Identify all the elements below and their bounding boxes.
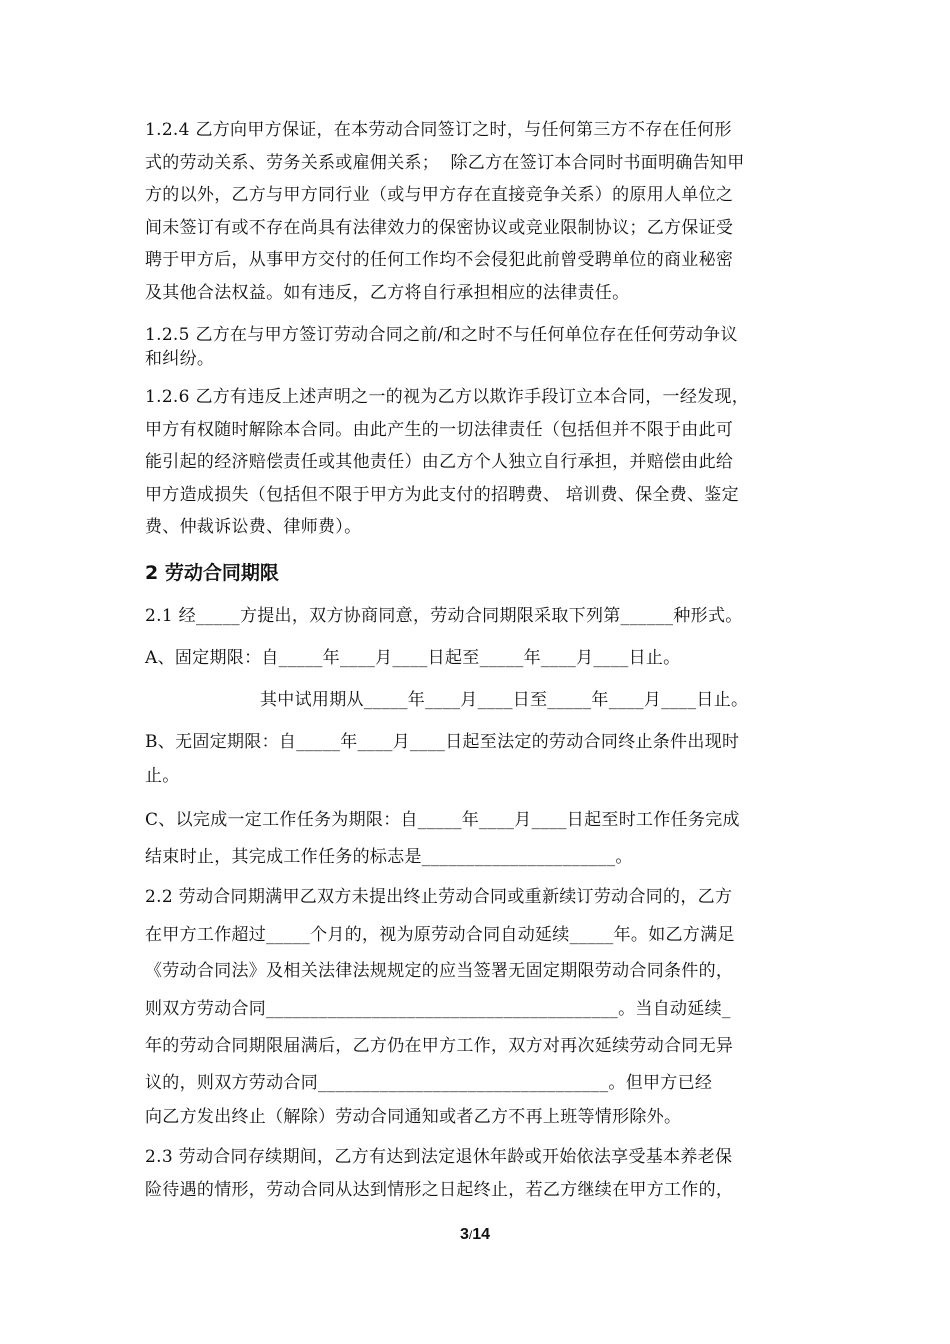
text-line: 向乙方发出终止（解除）劳动合同通知或者乙方不再上班等情形除外。	[145, 1107, 682, 1127]
text-line: 1.2.4 乙方向甲方保证，在本劳动合同签订之时，与任何第三方不存在任何形	[145, 120, 732, 140]
text-line: 1.2.6 乙方有违反上述声明之一的视为乙方以欺诈手段订立本合同，一经发现，	[145, 387, 750, 407]
page-current: 3	[459, 1226, 469, 1243]
page-number	[0, 1226, 950, 1244]
text-line: 《劳动合同法》及相关法律法规规定的应当签署无固定期限劳动合同条件的，	[145, 961, 734, 981]
text-line: 聘于甲方后，从事甲方交付的任何工作均不会侵犯此前曾受聘单位的商业秘密	[145, 250, 734, 270]
text-line: 2.3 劳动合同存续期间，乙方有达到法定退休年龄或开始依法享受基本养老保	[145, 1147, 733, 1167]
text-line: 2.1 经_____方提出，双方协商同意，劳动合同期限采取下列第______种形式。	[145, 606, 743, 626]
page-total: 14	[472, 1226, 491, 1243]
text-line: 式的劳动关系、劳务关系或雇佣关系； 除乙方在签订本合同时书面明确告知甲	[145, 153, 745, 173]
text-line: C、以完成一定工作任务为期限：自_____年____月____日起至时工作任务完成	[145, 810, 740, 830]
text-line: 结束时止，其完成工作任务的标志是______________________。	[145, 847, 633, 867]
text-line: 止。	[145, 766, 180, 786]
text-line: 方的以外，乙方与甲方同行业（或与甲方存在直接竞争关系）的原用人单位之	[145, 185, 734, 205]
text-line: 间未签订有或不存在尚具有法律效力的保密协议或竞业限制协议；乙方保证受	[145, 218, 734, 238]
text-line: 议的，则双方劳动合同_________________________________。但甲方已经	[145, 1073, 713, 1093]
text-line: 及其他合法权益。如有违反，乙方将自行承担相应的法律责任。	[145, 283, 630, 303]
text-line: 其中试用期从_____年____月____日至_____年____月____日止。	[260, 690, 749, 710]
text-line: 年的劳动合同期限届满后，乙方仍在甲方工作，双方对再次延续劳动合同无异	[145, 1036, 734, 1056]
text-line: 和纠纷。	[145, 349, 215, 369]
text-line: 甲方造成损失（包括但不限于甲方为此支付的招聘费、 培训费、保全费、鉴定	[145, 485, 739, 505]
text-line: 则双方劳动合同________________________________________。当自动延续_	[145, 999, 731, 1019]
section-heading: 2 劳动合同期限	[145, 562, 279, 584]
text-line: A、固定期限：自_____年____月____日起至_____年____月____日止。	[145, 648, 681, 668]
text-line: 能引起的经济赔偿责任或其他责任）由乙方个人独立自行承担，并赔偿由此给	[145, 452, 734, 472]
text-line: 1.2.5 乙方在与甲方签订劳动合同之前/和之时不与任何单位存在任何劳动争议	[145, 325, 738, 345]
text-line: 在甲方工作超过_____个月的，视为原劳动合同自动延续_____年。如乙方满足	[145, 925, 735, 945]
text-line: 2.2 劳动合同期满甲乙双方未提出终止劳动合同或重新续订劳动合同的，乙方	[145, 887, 733, 907]
text-line: 费、仲裁诉讼费、律师费）。	[145, 517, 362, 537]
page-separator: /	[468, 1228, 473, 1242]
text-line: 甲方有权随时解除本合同。由此产生的一切法律责任（包括但并不限于由此可	[145, 420, 734, 440]
text-line: 险待遇的情形，劳动合同从达到情形之日起终止，若乙方继续在甲方工作的，	[145, 1180, 734, 1200]
text-line: B、无固定期限：自_____年____月____日起至法定的劳动合同终止条件出现时	[145, 732, 740, 752]
